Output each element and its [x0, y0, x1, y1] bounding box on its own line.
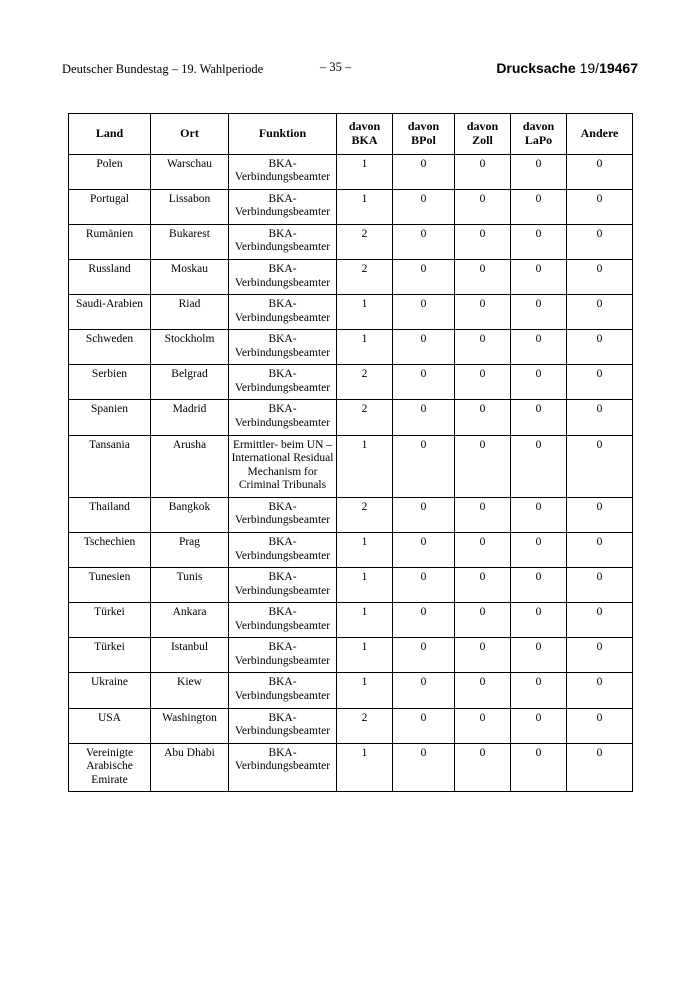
cell-lapo: 0	[511, 673, 567, 708]
cell-andere: 0	[567, 330, 633, 365]
cell-bka: 2	[337, 708, 393, 743]
cell-bpol: 0	[393, 497, 455, 532]
cell-funktion: BKA-Verbindungsbeamter	[229, 568, 337, 603]
cell-funktion: BKA-Verbindungsbeamter	[229, 224, 337, 259]
cell-lapo: 0	[511, 259, 567, 294]
table-row	[69, 673, 633, 708]
cell-land: Russland	[69, 259, 151, 294]
column-header-davon-lapo-line1: davon	[522, 119, 555, 133]
cell-bpol: 0	[393, 673, 455, 708]
cell-bpol: 0	[393, 400, 455, 435]
cell-zoll: 0	[455, 259, 511, 294]
cell-bpol: 0	[393, 568, 455, 603]
cell-land: Saudi-Arabien	[69, 295, 151, 330]
cell-bpol: 0	[393, 743, 455, 792]
cell-ort: Bangkok	[151, 497, 229, 532]
cell-bka: 1	[337, 154, 393, 189]
cell-bka: 1	[337, 603, 393, 638]
cell-lapo: 0	[511, 189, 567, 224]
cell-andere: 0	[567, 189, 633, 224]
table-header-row	[69, 114, 633, 155]
cell-funktion: BKA-Verbindungsbeamter	[229, 259, 337, 294]
table-row	[69, 224, 633, 259]
cell-andere: 0	[567, 435, 633, 497]
cell-zoll: 0	[455, 568, 511, 603]
cell-andere: 0	[567, 673, 633, 708]
cell-land: Schweden	[69, 330, 151, 365]
cell-andere: 0	[567, 497, 633, 532]
cell-land: Portugal	[69, 189, 151, 224]
table-row	[69, 743, 633, 792]
cell-andere: 0	[567, 400, 633, 435]
cell-zoll: 0	[455, 365, 511, 400]
cell-lapo: 0	[511, 708, 567, 743]
liaison-officers-table	[68, 113, 633, 792]
column-header-funktion: Funktion	[229, 114, 337, 155]
cell-zoll: 0	[455, 673, 511, 708]
cell-bpol: 0	[393, 224, 455, 259]
cell-ort: Kiew	[151, 673, 229, 708]
cell-lapo: 0	[511, 400, 567, 435]
cell-bka: 1	[337, 435, 393, 497]
cell-zoll: 0	[455, 154, 511, 189]
cell-land: Spanien	[69, 400, 151, 435]
cell-ort: Tunis	[151, 568, 229, 603]
table-row	[69, 532, 633, 567]
cell-bka: 1	[337, 189, 393, 224]
table-row	[69, 330, 633, 365]
table-row	[69, 400, 633, 435]
cell-ort: Prag	[151, 532, 229, 567]
table-row	[69, 259, 633, 294]
cell-bpol: 0	[393, 365, 455, 400]
table-row	[69, 295, 633, 330]
cell-funktion: BKA-Verbindungsbeamter	[229, 673, 337, 708]
cell-land: Tschechien	[69, 532, 151, 567]
column-header-davon-lapo-line2: LaPo	[524, 132, 553, 147]
cell-lapo: 0	[511, 330, 567, 365]
cell-zoll: 0	[455, 435, 511, 497]
cell-bpol: 0	[393, 330, 455, 365]
cell-andere: 0	[567, 638, 633, 673]
cell-ort: Lissabon	[151, 189, 229, 224]
cell-funktion: BKA-Verbindungsbeamter	[229, 295, 337, 330]
drucksache-number: 19467	[599, 60, 638, 76]
cell-bka: 2	[337, 400, 393, 435]
column-header-davon-bka-line2: BKA	[351, 132, 378, 147]
column-header-davon-lapo	[511, 114, 567, 155]
cell-land: Tansania	[69, 435, 151, 497]
cell-bka: 2	[337, 365, 393, 400]
cell-lapo: 0	[511, 224, 567, 259]
cell-bka: 2	[337, 497, 393, 532]
cell-ort: Belgrad	[151, 365, 229, 400]
cell-zoll: 0	[455, 497, 511, 532]
cell-lapo: 0	[511, 743, 567, 792]
cell-lapo: 0	[511, 638, 567, 673]
table-row	[69, 603, 633, 638]
cell-bpol: 0	[393, 435, 455, 497]
cell-bpol: 0	[393, 532, 455, 567]
table-row	[69, 568, 633, 603]
cell-bka: 1	[337, 568, 393, 603]
cell-ort: Stockholm	[151, 330, 229, 365]
header-publication-title: Deutscher Bundestag – 19. Wahlperiode	[62, 62, 264, 76]
cell-zoll: 0	[455, 330, 511, 365]
cell-funktion: BKA-Verbindungsbeamter	[229, 638, 337, 673]
page-header	[62, 60, 638, 77]
cell-ort: Istanbul	[151, 638, 229, 673]
cell-zoll: 0	[455, 295, 511, 330]
table-row	[69, 638, 633, 673]
cell-funktion: BKA-Verbindungsbeamter	[229, 708, 337, 743]
cell-lapo: 0	[511, 603, 567, 638]
cell-land: Rumänien	[69, 224, 151, 259]
cell-bka: 1	[337, 673, 393, 708]
cell-lapo: 0	[511, 295, 567, 330]
cell-funktion: BKA-Verbindungsbeamter	[229, 189, 337, 224]
table-row	[69, 365, 633, 400]
column-header-davon-bka	[337, 114, 393, 155]
cell-andere: 0	[567, 568, 633, 603]
cell-andere: 0	[567, 259, 633, 294]
cell-bpol: 0	[393, 603, 455, 638]
cell-land: Thailand	[69, 497, 151, 532]
cell-ort: Arusha	[151, 435, 229, 497]
table-row	[69, 189, 633, 224]
cell-land: Tunesien	[69, 568, 151, 603]
cell-funktion: BKA-Verbindungsbeamter	[229, 400, 337, 435]
column-header-davon-zoll	[455, 114, 511, 155]
column-header-davon-bpol	[393, 114, 455, 155]
cell-andere: 0	[567, 365, 633, 400]
column-header-land: Land	[69, 114, 151, 155]
cell-ort: Madrid	[151, 400, 229, 435]
cell-bka: 1	[337, 330, 393, 365]
cell-lapo: 0	[511, 568, 567, 603]
cell-ort: Moskau	[151, 259, 229, 294]
cell-andere: 0	[567, 743, 633, 792]
cell-land: Vereinigte Arabische Emirate	[69, 743, 151, 792]
cell-bpol: 0	[393, 708, 455, 743]
column-header-davon-bka-line1: davon	[348, 119, 381, 133]
cell-funktion: BKA-Verbindungsbeamter	[229, 365, 337, 400]
cell-lapo: 0	[511, 365, 567, 400]
table-body	[69, 154, 633, 792]
cell-andere: 0	[567, 708, 633, 743]
cell-bka: 1	[337, 295, 393, 330]
cell-zoll: 0	[455, 638, 511, 673]
cell-bpol: 0	[393, 259, 455, 294]
column-header-andere: Andere	[567, 114, 633, 155]
cell-zoll: 0	[455, 189, 511, 224]
table-row	[69, 154, 633, 189]
column-header-davon-zoll-line2: Zoll	[472, 132, 493, 147]
cell-bka: 1	[337, 638, 393, 673]
cell-ort: Washington	[151, 708, 229, 743]
cell-land: USA	[69, 708, 151, 743]
cell-zoll: 0	[455, 224, 511, 259]
cell-andere: 0	[567, 224, 633, 259]
cell-bka: 2	[337, 259, 393, 294]
cell-bpol: 0	[393, 189, 455, 224]
drucksache-label: Drucksache	[496, 60, 576, 76]
cell-lapo: 0	[511, 532, 567, 567]
cell-ort: Riad	[151, 295, 229, 330]
cell-zoll: 0	[455, 603, 511, 638]
cell-andere: 0	[567, 154, 633, 189]
drucksache-number-prefix: 19/	[579, 60, 600, 76]
cell-funktion: BKA-Verbindungsbeamter	[229, 743, 337, 792]
cell-bpol: 0	[393, 295, 455, 330]
table-row	[69, 435, 633, 497]
cell-zoll: 0	[455, 532, 511, 567]
header-drucksache	[496, 60, 638, 76]
table-row	[69, 708, 633, 743]
cell-ort: Warschau	[151, 154, 229, 189]
cell-andere: 0	[567, 603, 633, 638]
cell-funktion: BKA-Verbindungsbeamter	[229, 154, 337, 189]
cell-bpol: 0	[393, 638, 455, 673]
cell-lapo: 0	[511, 154, 567, 189]
cell-zoll: 0	[455, 743, 511, 792]
cell-bka: 1	[337, 743, 393, 792]
cell-andere: 0	[567, 295, 633, 330]
cell-bka: 2	[337, 224, 393, 259]
cell-zoll: 0	[455, 400, 511, 435]
cell-ort: Bukarest	[151, 224, 229, 259]
cell-funktion: BKA-Verbindungsbeamter	[229, 603, 337, 638]
cell-lapo: 0	[511, 497, 567, 532]
cell-ort: Ankara	[151, 603, 229, 638]
cell-land: Serbien	[69, 365, 151, 400]
cell-zoll: 0	[455, 708, 511, 743]
cell-land: Türkei	[69, 603, 151, 638]
cell-funktion: BKA-Verbindungsbeamter	[229, 330, 337, 365]
cell-lapo: 0	[511, 435, 567, 497]
cell-bpol: 0	[393, 154, 455, 189]
page-number: – 35 –	[320, 60, 352, 74]
cell-funktion: BKA-Verbindungsbeamter	[229, 497, 337, 532]
cell-land: Polen	[69, 154, 151, 189]
cell-andere: 0	[567, 532, 633, 567]
column-header-davon-bpol-line1: davon	[407, 119, 440, 133]
cell-land: Türkei	[69, 638, 151, 673]
cell-land: Ukraine	[69, 673, 151, 708]
column-header-davon-bpol-line2: BPol	[411, 132, 436, 147]
cell-funktion: BKA-Verbindungsbeamter	[229, 532, 337, 567]
column-header-ort: Ort	[151, 114, 229, 155]
cell-bka: 1	[337, 532, 393, 567]
cell-funktion: Ermittler- beim UN – International Residual Mechanism for Criminal Tribunals	[229, 435, 337, 497]
table-row	[69, 497, 633, 532]
column-header-davon-zoll-line1: davon	[466, 119, 499, 133]
cell-ort: Abu Dhabi	[151, 743, 229, 792]
